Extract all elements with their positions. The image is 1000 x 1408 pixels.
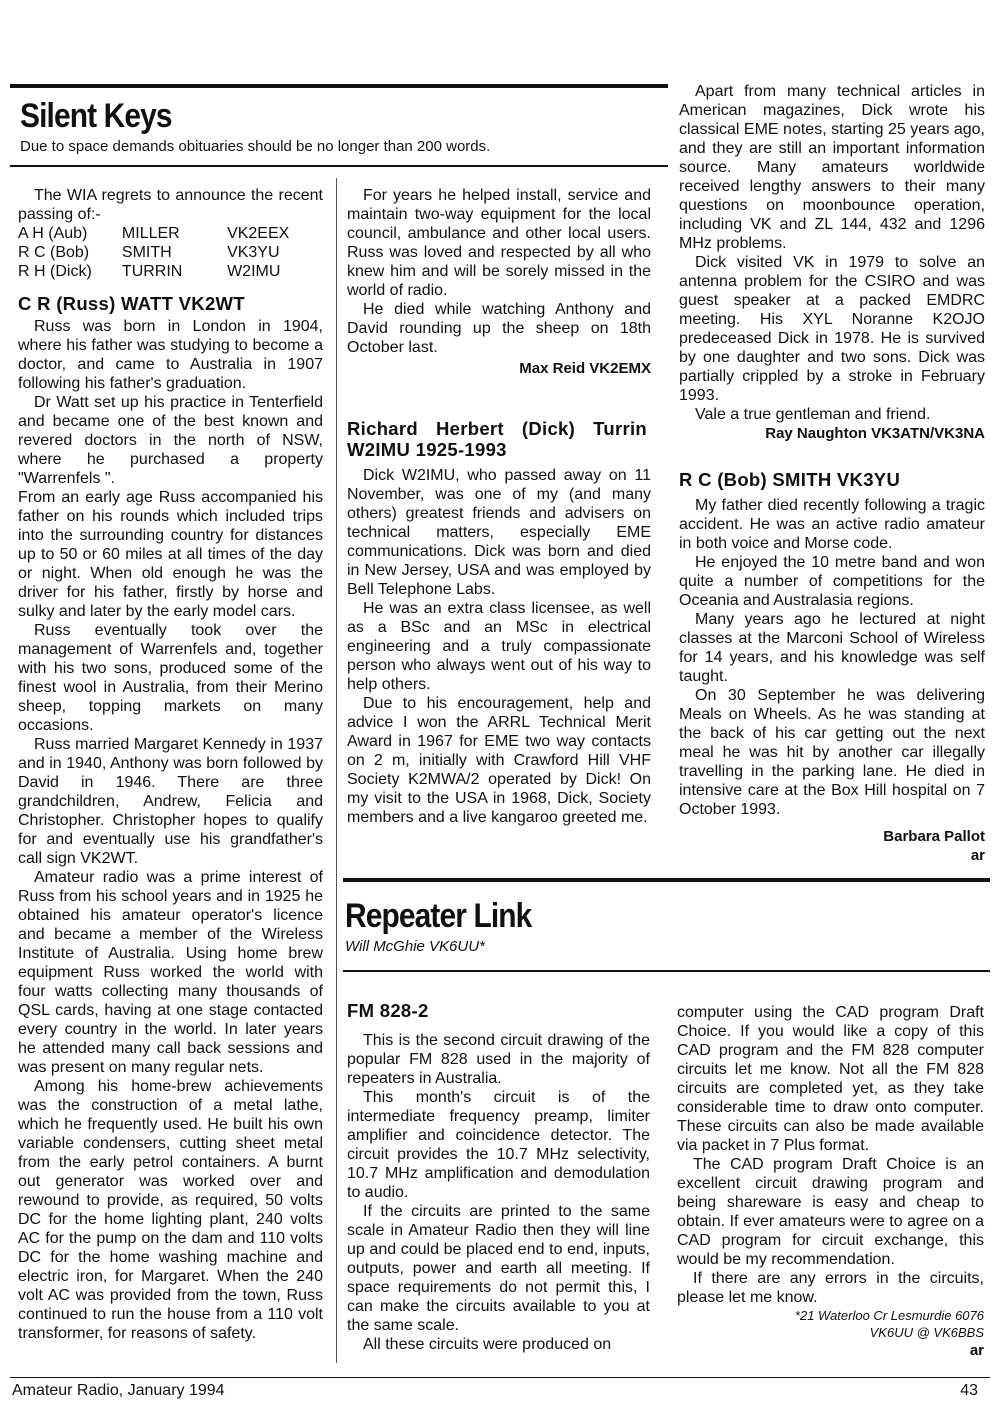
author-address: *21 Waterloo Cr Lesmurdie 6076: [794, 1308, 984, 1323]
page-number: 43: [960, 1382, 978, 1399]
paragraph: All these circuits were produced on: [363, 1336, 612, 1353]
paragraph: If there are any errors in the circuits, please let me know.: [677, 1270, 984, 1306]
paragraph: Among his home-brew achievements was the construction of a metal lathe, which he frequently used. He built his own variable condensers, cutting sheet metal from the early petrol containers. A burnt out generator was worked over and rewound to provide, as required, 50 volts DC for the home lighting plant, 240 volts AC for the pump on the dam and 110 volts DC for the home washing machine and electric iron, for Margaret. When the 240 volt AC was provided from the town, Russ continued to run the house from a 110 volt transformer, for reasons of safety.: [18, 1078, 323, 1342]
paragraph: Due to his encouragement, help and advice I won the ARRL Technical Merit Award in 1967 for EME two way contacts on 2 m, initially with Crawford Hill VHF Society K2MWA/2 operated by Dick! On my visit to the USA in 1968, Dick, Society members and a live kangaroo greeted me.: [347, 695, 651, 826]
paragraph: Many years ago he lectured at night classes at the Marconi School of Wireless for 14 years, and his knowledge was self taught.: [679, 611, 985, 685]
footer-publication: Amateur Radio, January 1994: [12, 1382, 225, 1399]
paragraph: If the circuits are printed to the same scale in Amateur Radio then they will line up and could be placed end to end, inputs, outputs, power and earth all meeting. If space requirements do not permit this, I can make the circuits available to you at the same scale.: [347, 1203, 650, 1334]
paragraph: Russ married Margaret Kennedy in 1937 and in 1940, Anthony was born followed by David in 1946. There are three grandchildren, Andrew, Felicia and Christopher. Christopher hopes to qualify for and eventually use his grandfather's call sign VK2WT.: [18, 736, 323, 867]
paragraph: He enjoyed the 10 metre band and won quite a number of competitions for the Oceania and Australasia regions.: [679, 554, 985, 609]
paragraph: Vale a true gentleman and friend.: [695, 406, 931, 423]
paragraph: Apart from many technical articles in American magazines, Dick wrote his classical EME notes, starting 25 years ago, and they are still an important information source. Many amateurs worldwide received lengthy answers to their many questions on moonbounce operation, including VK and ZL 144, 432 and 1296 MHz problems.: [679, 83, 985, 252]
paragraph: My father died recently following a tragic accident. He was an active radio amateur in both voice and Morse code.: [679, 497, 985, 552]
turrin-heading: Richard Herbert (Dick) Turrin W2IMU 1925-1993: [347, 418, 647, 460]
paragraph: For years he helped install, service and maintain two-way equipment for the local council, ambulance and other local users. Russ was loved and respected by all who knew him and will be sorely missed in the world of radio.: [347, 187, 651, 299]
subtitle-rule: [10, 165, 668, 167]
smith-signature: Barbara Pallot: [883, 828, 985, 845]
column-divider: [336, 178, 337, 1363]
paragraph: Russ was born in London in 1904, where his father was studying to become a doctor, and came to Australia in 1907 following his father's graduation.: [18, 318, 323, 392]
table-row: A H (Aub) MILLER VK2EEX: [18, 225, 290, 242]
repeater-top-rule: [343, 878, 990, 882]
smith-heading: R C (Bob) SMITH VK3YU: [679, 469, 901, 490]
column-3-upper: [679, 82, 985, 865]
repeater-title: Repeater Link: [345, 897, 532, 935]
author-packet-address: VK6UU @ VK6BBS: [869, 1325, 984, 1340]
paragraph: The CAD program Draft Choice is an excellent circuit drawing program and being shareware is easy and cheap to obtain. If ever amateurs were to agree on a CAD program for circuit exchange, this would be my recommendation.: [677, 1156, 984, 1268]
top-rule: [10, 84, 668, 88]
paragraph: This is the second circuit drawing of the popular FM 828 used in the majority of repeaters in Australia.: [347, 1032, 650, 1087]
end-mark: ar: [969, 1342, 984, 1359]
column-2-upper: [347, 186, 651, 827]
watt-heading: C R (Russ) WATT VK2WT: [18, 293, 245, 314]
page-subtitle: Due to space demands obituaries should be no longer than 200 words.: [20, 138, 491, 155]
paragraph: On 30 September he was delivering Meals on Wheels. As he was standing at the back of his car getting out the next meal he was hit by another car illegally travelling in the parking lane. He died in intensive care at the Box Hill hospital on 7 October 1993.: [679, 687, 985, 818]
fm828-heading: FM 828-2: [347, 1000, 429, 1021]
page-title: Silent Keys: [20, 97, 172, 135]
paragraph: He was an extra class licensee, as well as a BSc and an MSc in electrical engineering and a truly compassionate person who always went out of his way to help others.: [347, 600, 651, 693]
deaths-table: [18, 224, 323, 281]
paragraph: computer using the CAD program Draft Choice. If you would like a copy of this CAD program and the FM 828 computer circuits let me know. Not all the FM 828 circuits are completed yet, as they take considerable time to draw onto computer. These circuits can also be made available via packet in 7 Plus format.: [677, 1004, 984, 1154]
end-mark: ar: [970, 847, 985, 864]
table-row: R C (Bob) SMITH VK3YU: [18, 244, 280, 261]
paragraph: Dick W2IMU, who passed away on 11 November, was one of my (and many others) greatest friends and advisers on technical matters, especially EME communications. Dick was born and died in New Jersey, USA and was employed by Bell Telephone Labs.: [347, 467, 651, 598]
paragraph: Russ eventually took over the management of Warrenfels and, together with his two sons, produced some of the finest wool in Australia, from their Merino sheep, topping markets on many occasions.: [18, 622, 323, 734]
repeater-sub-rule: [343, 970, 990, 972]
intro-text: The WIA regrets to announce the recent passing of:-: [18, 187, 323, 223]
repeater-byline: Will McGhie VK6UU*: [345, 938, 485, 955]
turrin-signature: Ray Naughton VK3ATN/VK3NA: [765, 425, 985, 442]
paragraph: From an early age Russ accompanied his father on his rounds which included trips into the surrounding country for distances up to 50 or 60 miles at all times of the day or night. When old enough he was the driver for his father, firstly by horse and sulky and later by the early model cars.: [18, 489, 323, 620]
watt-signature: Max Reid VK2EMX: [519, 360, 651, 377]
column-3-lower: [677, 1003, 984, 1360]
column-1: [18, 186, 323, 1343]
paragraph: Dick visited VK in 1979 to solve an antenna problem for the CSIRO and was guest speaker at a packed EMDRC meeting. His XYL Noranne K2OJO predeceased Dick in 1978. He is survived by one daughter and two sons. Dick was partially crippled by a stroke in February 1993.: [679, 254, 985, 404]
footer-rule: [10, 1377, 990, 1378]
column-2-lower: [347, 1000, 650, 1354]
paragraph: Amateur radio was a prime interest of Russ from his school years and in 1925 he obtained his amateur operator's licence and became a member of the Wireless Institute of Australia. Using home brew equipment Russ worked the world with four watts collecting many thousands of QSL cards, having at one stage contacted every country in the world. In later years he attended many call back sessions and was present on many regular nets.: [18, 869, 323, 1076]
paragraph: This month's circuit is of the intermediate frequency preamp, limiter amplifier and coincidence detector. The circuit provides the 10.7 MHz selectivity, 10.7 MHz amplification and demodulation to audio.: [347, 1089, 650, 1201]
table-row: R H (Dick) TURRIN W2IMU: [18, 263, 281, 280]
paragraph: He died while watching Anthony and David rounding up the sheep on 18th October last.: [347, 301, 651, 356]
paragraph: Dr Watt set up his practice in Tenterfield and became one of the best known and revered doctors in the north of NSW, where he purchased a property "Warrenfels ".: [18, 394, 323, 487]
